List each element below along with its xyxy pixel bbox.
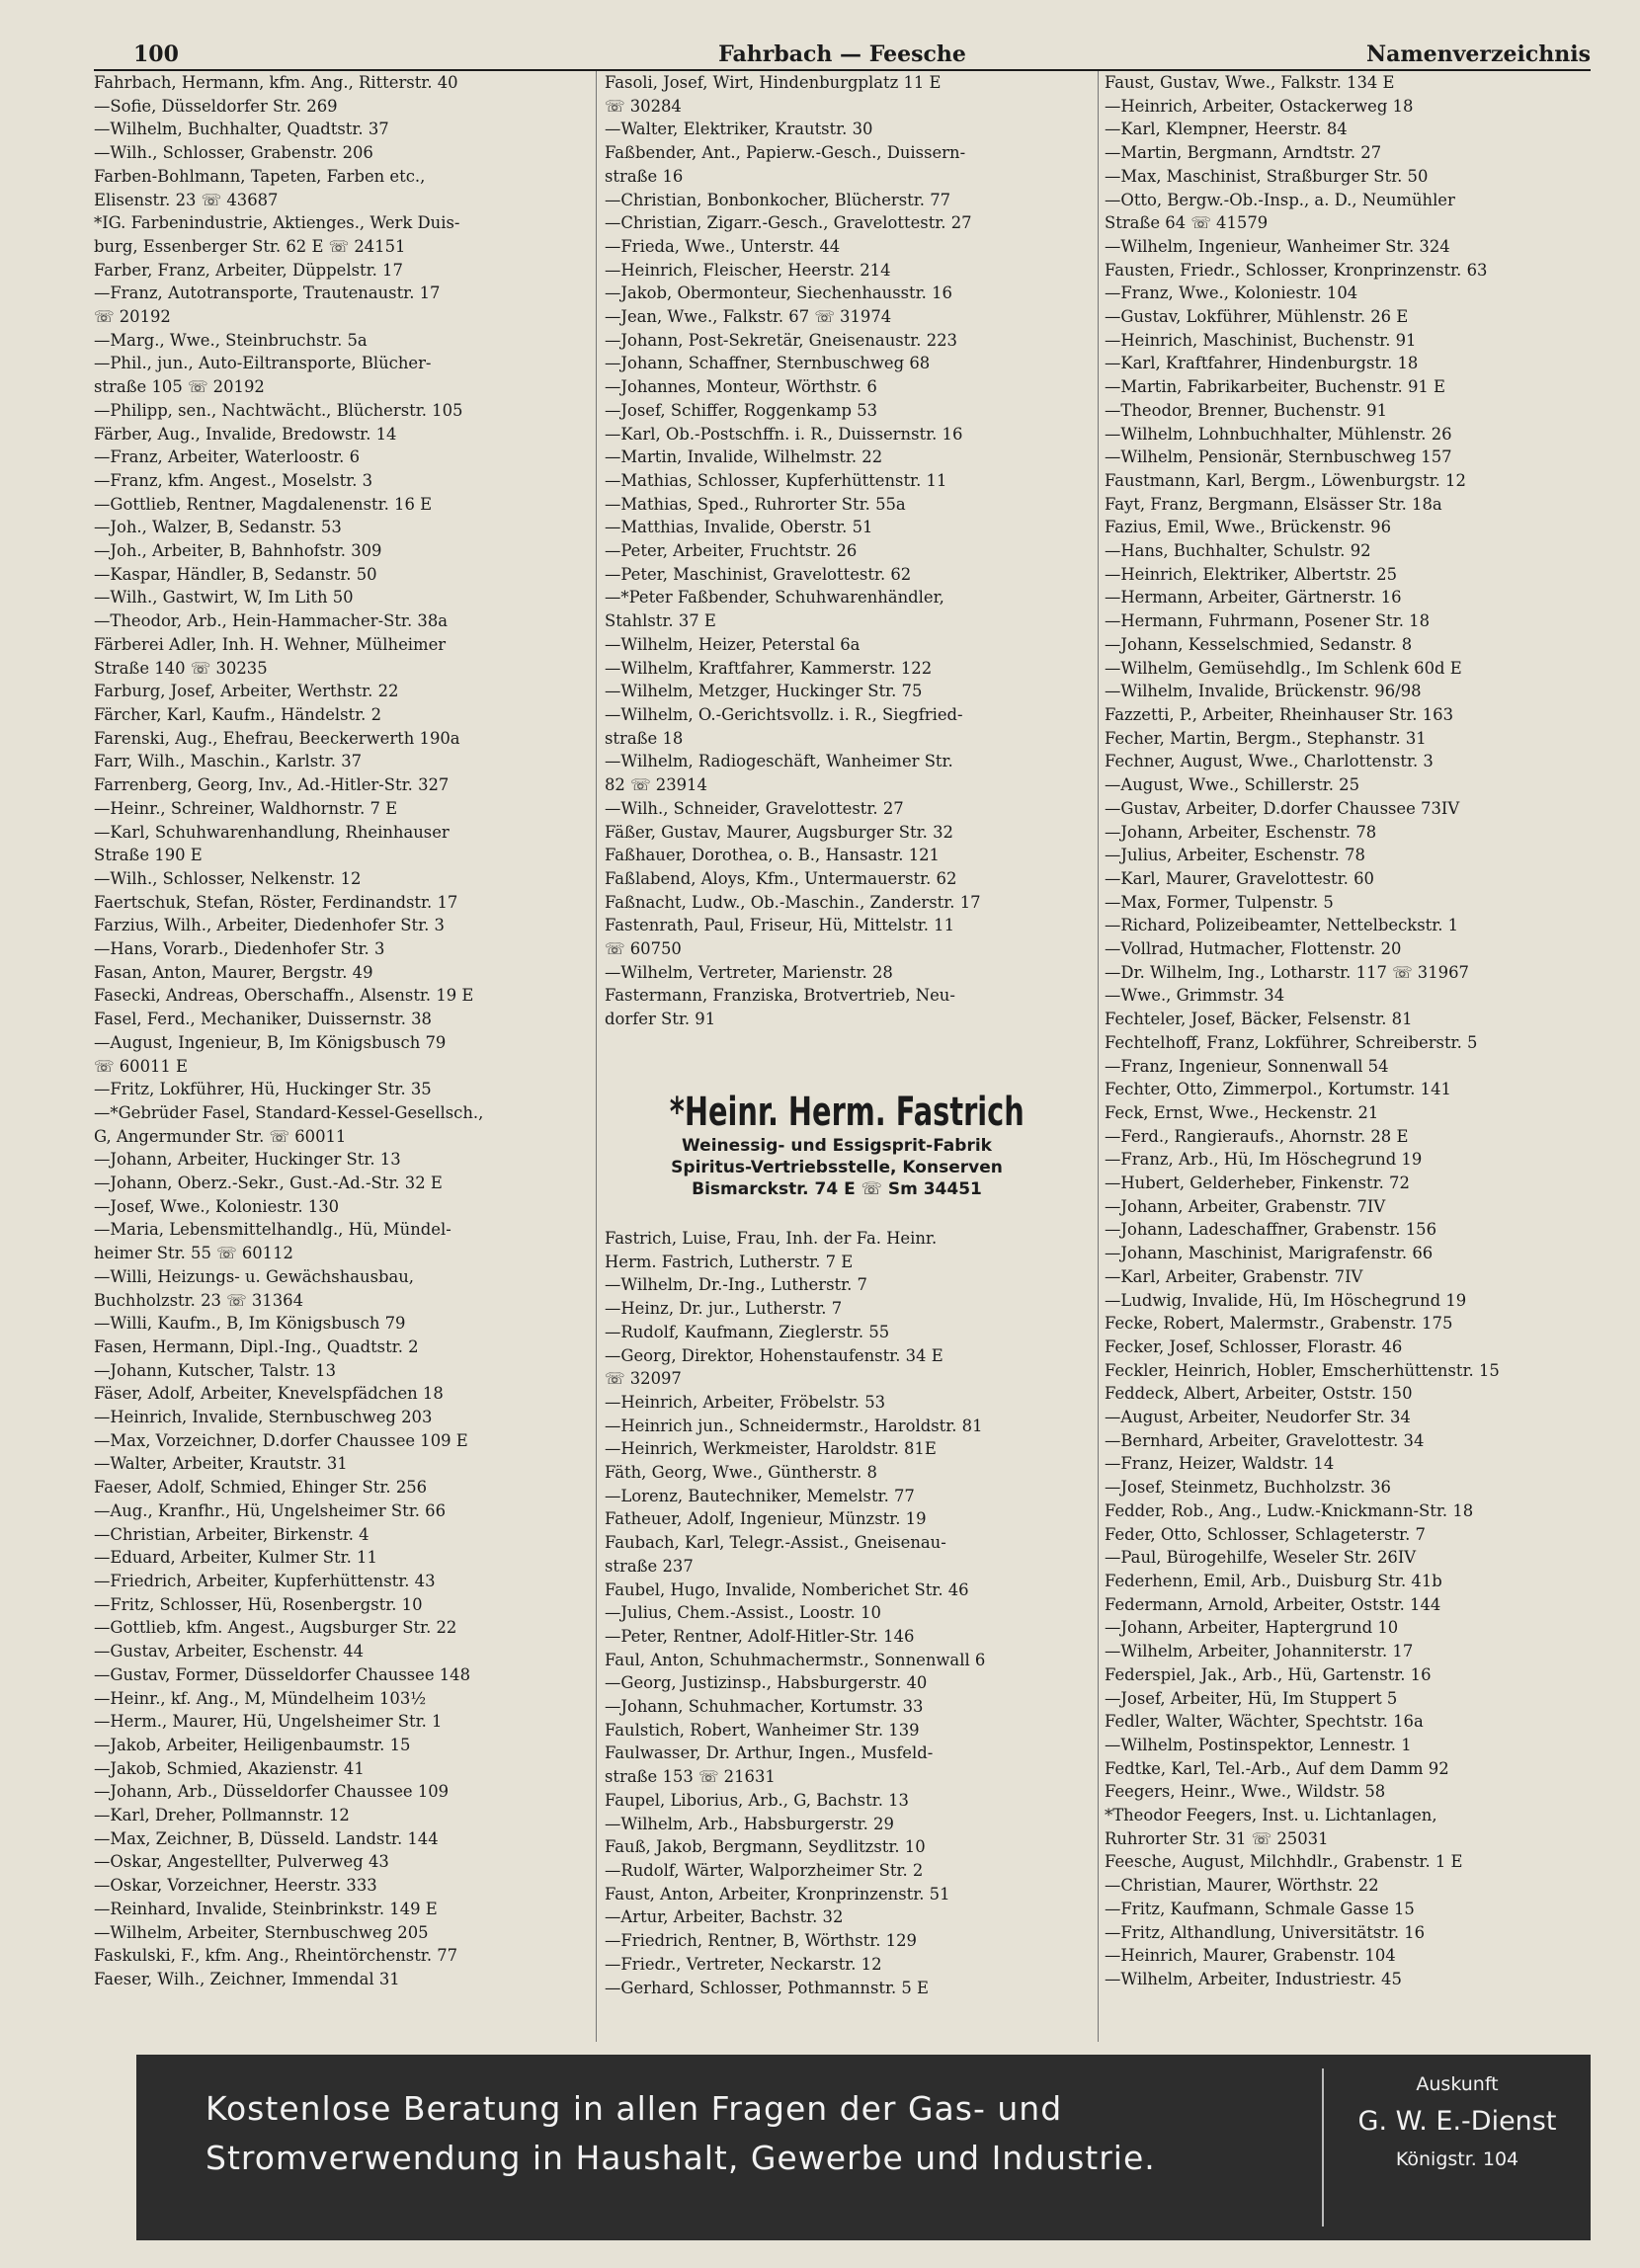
directory-entry: Farzius, Wilh., Arbeiter, Diedenhofer Str. 3 (94, 916, 445, 935)
advert-line: Spiritus-Vertriebsstelle, Konserven (671, 1158, 1003, 1177)
entries-column-1 (94, 71, 588, 1991)
directory-entry: —Josef, Wwe., Koloniestr. 130 (94, 1196, 340, 1216)
directory-entry: G, Angermunder Str. ☏ 60011 (94, 1126, 347, 1146)
directory-entry: —Max, Zeichner, B, Düsseld. Landstr. 144 (94, 1828, 439, 1848)
directory-entry: —Wilhelm, Metzger, Huckinger Str. 75 (605, 682, 923, 701)
column-divider (596, 71, 597, 2042)
directory-entry: Federspiel, Jak., Arb., Hü, Gartenstr. 16 (1105, 1664, 1432, 1684)
directory-entry: —Franz, Wwe., Koloniestr. 104 (1105, 284, 1358, 303)
directory-entry: —Johann, Maschinist, Marigrafenstr. 66 (1105, 1244, 1434, 1263)
directory-entry: —Heinr., Schreiner, Waldhornstr. 7 E (94, 798, 398, 818)
directory-entry: —Wilhelm, Vertreter, Marienstr. 28 (605, 962, 893, 982)
directory-entry: Farben-Bohlmann, Tapeten, Farben etc., (94, 166, 426, 186)
directory-entry: —Johann, Kesselschmied, Sedanstr. 8 (1105, 634, 1413, 654)
directory-entry: burg, Essenberger Str. 62 E ☏ 24151 (94, 236, 406, 256)
directory-entry: —Johann, Arbeiter, Haptergrund 10 (1105, 1618, 1399, 1638)
directory-entry: —Julius, Arbeiter, Eschenstr. 78 (1105, 846, 1365, 865)
directory-entry: Färcher, Karl, Kaufm., Händelstr. 2 (94, 704, 382, 724)
slogan-line: Stromverwendung in Haushalt, Gewerbe und Industrie. (205, 2139, 1156, 2177)
directory-entry: straße 16 (605, 166, 684, 186)
directory-entry: —Karl, Maurer, Gravelottestr. 60 (1105, 868, 1374, 888)
directory-entry: —Heinrich, Werkmeister, Haroldstr. 81E (605, 1439, 937, 1459)
directory-entry: Stahlstr. 37 E (605, 611, 716, 631)
directory-entry: Fäser, Adolf, Arbeiter, Knevelspfädchen 18 (94, 1384, 444, 1404)
directory-entry: Faßlabend, Aloys, Kfm., Untermauerstr. 62 (605, 868, 957, 888)
directory-entry: —Heinrich, Arbeiter, Fröbelstr. 53 (605, 1392, 886, 1412)
directory-entry: —Gerhard, Schlosser, Pothmannstr. 5 E (605, 1978, 930, 1997)
directory-entry: ☏ 30284 (605, 96, 682, 116)
directory-entry: Fatheuer, Adolf, Ingenieur, Münzstr. 19 (605, 1509, 927, 1529)
directory-entry: heimer Str. 55 ☏ 60112 (94, 1244, 293, 1263)
directory-entry: —Franz, Autotransporte, Trautenaustr. 17 (94, 284, 441, 303)
directory-entry: —Bernhard, Arbeiter, Gravelottestr. 34 (1105, 1430, 1425, 1450)
fastrich-advertisement (605, 1090, 1069, 1223)
directory-entry: straße 237 (605, 1556, 694, 1576)
directory-entry: —Artur, Arbeiter, Bachstr. 32 (605, 1907, 844, 1927)
footer-advertisement (136, 2055, 1591, 2240)
directory-entry: —Heinrich, Maschinist, Buchenstr. 91 (1105, 330, 1417, 350)
directory-entry: —Mathias, Schlosser, Kupferhüttenstr. 11 (605, 470, 947, 490)
directory-entry: Faubel, Hugo, Invalide, Nomberichet Str. 46 (605, 1580, 969, 1599)
directory-entry: Fasel, Ferd., Mechaniker, Duissernstr. 38 (94, 1010, 432, 1029)
page-header (94, 40, 1591, 71)
directory-entry: —Matthias, Invalide, Oberstr. 51 (605, 518, 873, 537)
directory-entry: —Wilh., Gastwirt, W, Im Lith 50 (94, 588, 354, 608)
directory-entry: —Johannes, Monteur, Wörthstr. 6 (605, 377, 877, 397)
directory-entry: Faupel, Liborius, Arb., G, Bachstr. 13 (605, 1790, 909, 1810)
directory-entry: —Heinrich, Arbeiter, Ostackerweg 18 (1105, 96, 1414, 116)
directory-entry: Fazzetti, P., Arbeiter, Rheinhauser Str. 163 (1105, 704, 1454, 724)
directory-entry: —August, Wwe., Schillerstr. 25 (1105, 775, 1359, 795)
directory-entry: Faubach, Karl, Telegr.-Assist., Gneisenau- (605, 1533, 946, 1553)
directory-entry: —Wilhelm, Arbeiter, Johanniterstr. 17 (1105, 1642, 1414, 1661)
directory-entry: Faul, Anton, Schuhmachermstr., Sonnenwall 6 (605, 1650, 986, 1669)
directory-entry: —Fritz, Kaufmann, Schmale Gasse 15 (1105, 1899, 1415, 1918)
directory-entry: —Sofie, Düsseldorfer Str. 269 (94, 96, 338, 116)
directory-entry: —Christian, Maurer, Wörthstr. 22 (1105, 1876, 1379, 1896)
contact-address: Königstr. 104 (1395, 2148, 1519, 2170)
directory-entry: Fedtke, Karl, Tel.-Arb., Auf dem Damm 92 (1105, 1758, 1449, 1778)
directory-entry: —Johann, Arbeiter, Huckinger Str. 13 (94, 1150, 401, 1170)
directory-entry: —Wilhelm, Kraftfahrer, Kammerstr. 122 (605, 658, 933, 678)
directory-entry: —Frieda, Wwe., Unterstr. 44 (605, 236, 841, 256)
directory-entry: Fecker, Josef, Schlosser, Florastr. 46 (1105, 1336, 1403, 1356)
directory-entry: —Willi, Kaufm., B, Im Königsbusch 79 (94, 1314, 406, 1334)
directory-entry: Ruhrorter Str. 31 ☏ 25031 (1105, 1828, 1329, 1848)
directory-entry: —Martin, Fabrikarbeiter, Buchenstr. 91 E (1105, 377, 1445, 397)
directory-entry: —Gustav, Former, Düsseldorfer Chaussee 148 (94, 1664, 471, 1684)
directory-entry: —Christian, Zigarr.-Gesch., Gravelottestr. 27 (605, 213, 972, 233)
directory-entry: —Herm., Maurer, Hü, Ungelsheimer Str. 1 (94, 1712, 443, 1732)
directory-entry: —Jakob, Schmied, Akazienstr. 41 (94, 1758, 365, 1778)
directory-entry: —Friedrich, Rentner, B, Wörthstr. 129 (605, 1931, 917, 1951)
directory-entry: —*Peter Faßbender, Schuhwarenhändler, (605, 588, 944, 608)
directory-entry: —Wilhelm, Dr.-Ing., Lutherstr. 7 (605, 1275, 867, 1295)
directory-entry: —Hermann, Arbeiter, Gärtnerstr. 16 (1105, 588, 1402, 608)
directory-entry: —Wwe., Grimmstr. 34 (1105, 986, 1285, 1006)
directory-entry: —Marg., Wwe., Steinbruchstr. 5a (94, 330, 368, 350)
directory-entry: —Christian, Arbeiter, Birkenstr. 4 (94, 1524, 369, 1544)
section-title: Namenverzeichnis (1366, 41, 1591, 67)
directory-entry: —Walter, Arbeiter, Krautstr. 31 (94, 1454, 348, 1474)
directory-entry: Fedler, Walter, Wächter, Spechtstr. 16a (1105, 1712, 1424, 1732)
directory-entry: —August, Arbeiter, Neudorfer Str. 34 (1105, 1408, 1411, 1427)
directory-entry: Feesche, August, Milchhdlr., Grabenstr. 1 E (1105, 1852, 1463, 1872)
directory-entry: —Martin, Invalide, Wilhelmstr. 22 (605, 447, 883, 467)
directory-entry: —Fritz, Althandlung, Universitätstr. 16 (1105, 1922, 1426, 1942)
directory-entry: —Wilh., Schneider, Gravelottestr. 27 (605, 798, 904, 818)
directory-entry: Fasen, Hermann, Dipl.-Ing., Quadtstr. 2 (94, 1336, 419, 1356)
directory-entry: —Hans, Buchhalter, Schulstr. 92 (1105, 541, 1371, 561)
directory-entry: —Rudolf, Wärter, Walporzheimer Str. 2 (605, 1860, 924, 1880)
page-title: Fahrbach — Feesche (718, 41, 966, 67)
directory-entry: —Rudolf, Kaufmann, Zieglerstr. 55 (605, 1322, 890, 1341)
directory-entry: —Karl, Dreher, Pollmannstr. 12 (94, 1806, 350, 1825)
directory-entry: —Christian, Bonbonkocher, Blücherstr. 77 (605, 190, 951, 209)
directory-entry: Fasoli, Josef, Wirt, Hindenburgplatz 11 E (605, 73, 942, 92)
directory-entry: —Jakob, Obermonteur, Siechenhausstr. 16 (605, 284, 952, 303)
page-number: 100 (133, 41, 179, 67)
directory-entry: Fechter, Otto, Zimmerpol., Kortumstr. 141 (1105, 1080, 1451, 1099)
directory-entry: Faustmann, Karl, Bergm., Löwenburgstr. 12 (1105, 470, 1466, 490)
directory-entry: —Johann, Arbeiter, Eschenstr. 78 (1105, 822, 1377, 842)
directory-entry: Fecke, Robert, Malermstr., Grabenstr. 175 (1105, 1314, 1453, 1334)
directory-entry: —Franz, Arbeiter, Waterloostr. 6 (94, 447, 361, 467)
directory-entry: Fasecki, Andreas, Oberschaffn., Alsenstr. 19 E (94, 986, 474, 1006)
directory-entry: —Peter, Maschinist, Gravelottestr. 62 (605, 564, 912, 584)
directory-entry: *Theodor Feegers, Inst. u. Lichtanlagen, (1105, 1806, 1437, 1825)
directory-entry: Fazius, Emil, Wwe., Brückenstr. 96 (1105, 518, 1392, 537)
directory-entry: —Jakob, Arbeiter, Heiligenbaumstr. 15 (94, 1735, 411, 1754)
directory-entry: Straße 190 E (94, 846, 203, 865)
directory-entry: —Gottlieb, kfm. Angest., Augsburger Str. 22 (94, 1618, 457, 1638)
directory-entry: —Heinrich jun., Schneidermstr., Haroldstr. 81 (605, 1416, 983, 1435)
directory-entry: *IG. Farbenindustrie, Aktienges., Werk Duis- (94, 213, 460, 233)
directory-entry: Herm. Fastrich, Lutherstr. 7 E (605, 1252, 854, 1271)
directory-entry: Fayt, Franz, Bergmann, Elsässer Str. 18a (1105, 494, 1442, 514)
directory-entry: —Johann, Ladeschaffner, Grabenstr. 156 (1105, 1220, 1436, 1240)
directory-entry: —Walter, Elektriker, Krautstr. 30 (605, 120, 873, 139)
footer-contact-box (1322, 2068, 1591, 2227)
directory-entry: Federmann, Arnold, Arbeiter, Oststr. 144 (1105, 1594, 1441, 1614)
directory-entry: Fechtelhoff, Franz, Lokführer, Schreiberstr. 5 (1105, 1032, 1478, 1052)
directory-entry: —Ferd., Rangieraufs., Ahornstr. 28 E (1105, 1126, 1409, 1146)
directory-entry: Straße 64 ☏ 41579 (1105, 213, 1269, 233)
directory-entry: —Wilhelm, Lohnbuchhalter, Mühlenstr. 26 (1105, 424, 1452, 444)
directory-entry: —Phil., jun., Auto-Eiltransporte, Blücher- (94, 354, 432, 373)
directory-entry: —Wilh., Schlosser, Grabenstr. 206 (94, 143, 373, 163)
advert-brand: *Heinr. Herm. Fastrich (669, 1090, 1025, 1135)
directory-entry: straße 18 (605, 728, 684, 748)
directory-entry: —Peter, Rentner, Adolf-Hitler-Str. 146 (605, 1626, 915, 1646)
directory-entry: straße 105 ☏ 20192 (94, 377, 265, 397)
directory-entry: Fechner, August, Wwe., Charlottenstr. 3 (1105, 752, 1434, 771)
directory-entry: —Oskar, Angestellter, Pulverweg 43 (94, 1852, 389, 1872)
directory-entry: Elisenstr. 23 ☏ 43687 (94, 190, 279, 209)
directory-entry: Fastrich, Luise, Frau, Inh. der Fa. Heinr. (605, 1229, 938, 1248)
directory-entry: —Gustav, Arbeiter, D.dorfer Chaussee 73IV (1105, 798, 1460, 818)
directory-entry: ☏ 32097 (605, 1369, 682, 1389)
directory-entry: —Theodor, Brenner, Buchenstr. 91 (1105, 400, 1388, 420)
directory-entry: —Georg, Justizinsp., Habsburgerstr. 40 (605, 1673, 928, 1693)
directory-entry: Fasan, Anton, Maurer, Bergstr. 49 (94, 962, 373, 982)
directory-entry: —Heinrich, Elektriker, Albertstr. 25 (1105, 564, 1398, 584)
directory-entry: ☏ 60011 E (94, 1056, 189, 1076)
directory-entry: —August, Ingenieur, B, Im Königsbusch 79 (94, 1032, 447, 1052)
directory-entry: —Wilhelm, Heizer, Peterstal 6a (605, 634, 861, 654)
directory-entry: Faust, Gustav, Wwe., Falkstr. 134 E (1105, 73, 1395, 92)
entries-column-2-top (605, 71, 1099, 1031)
directory-entry: —Wilhelm, Ingenieur, Wanheimer Str. 324 (1105, 236, 1450, 256)
directory-entry: Faßbender, Ant., Papierw.-Gesch., Duissern- (605, 143, 966, 163)
directory-entry: —Maria, Lebensmittelhandlg., Hü, Mündel- (94, 1220, 451, 1240)
directory-entry: ☏ 60750 (605, 939, 682, 959)
directory-entry: —Johann, Schaffner, Sternbuschweg 68 (605, 354, 931, 373)
directory-entry: Fäßer, Gustav, Maurer, Augsburger Str. 32 (605, 822, 953, 842)
directory-entry: —Wilhelm, Invalide, Brückenstr. 96/98 (1105, 682, 1422, 701)
directory-entry: Faulwasser, Dr. Arthur, Ingen., Musfeld- (605, 1743, 934, 1763)
directory-entry: Fechteler, Josef, Bäcker, Felsenstr. 81 (1105, 1010, 1413, 1029)
directory-entry: —Friedrich, Arbeiter, Kupferhüttenstr. 43 (94, 1572, 436, 1590)
directory-entry: —Karl, Schuhwarenhandlung, Rheinhauser (94, 822, 450, 842)
directory-entry: —Karl, Ob.-Postschffn. i. R., Duissernstr. 16 (605, 424, 963, 444)
directory-entry: —Fritz, Schlosser, Hü, Rosenbergstr. 10 (94, 1594, 423, 1614)
directory-entry: —Max, Former, Tulpenstr. 5 (1105, 892, 1334, 912)
directory-entry: —Wilhelm, Postinspektor, Lennestr. 1 (1105, 1735, 1412, 1754)
directory-entry: —Paul, Bürogehilfe, Weseler Str. 26IV (1105, 1548, 1417, 1568)
directory-entry: Straße 140 ☏ 30235 (94, 658, 268, 678)
directory-entry: Feddeck, Albert, Arbeiter, Oststr. 150 (1105, 1384, 1413, 1404)
directory-entry: —Theodor, Arb., Hein-Hammacher-Str. 38a (94, 611, 449, 631)
directory-entry: ☏ 20192 (94, 307, 171, 327)
directory-entry: —Jean, Wwe., Falkstr. 67 ☏ 31974 (605, 307, 892, 327)
footer-slogan (205, 2084, 1292, 2183)
directory-entry: 82 ☏ 23914 (605, 775, 707, 795)
directory-entry: —Heinrich, Invalide, Sternbuschweg 203 (94, 1408, 433, 1427)
directory-entry: —Lorenz, Bautechniker, Memelstr. 77 (605, 1486, 915, 1505)
directory-entry: —Philipp, sen., Nachtwächt., Blücherstr. 105 (94, 400, 463, 420)
directory-entry: Fastenrath, Paul, Friseur, Hü, Mittelstr. 11 (605, 916, 955, 935)
directory-entry: —Peter, Arbeiter, Fruchtstr. 26 (605, 541, 858, 561)
directory-entry: —*Gebrüder Fasel, Standard-Kessel-Gesellsch., (94, 1102, 484, 1122)
directory-entry: —Franz, kfm. Angest., Moselstr. 3 (94, 470, 373, 490)
directory-entry: —Richard, Polizeibeamter, Nettelbeckstr. 1 (1105, 916, 1459, 935)
directory-entry: —Hubert, Gelderheber, Finkenstr. 72 (1105, 1174, 1410, 1193)
advert-line: Bismarckstr. 74 E ☏ Sm 34451 (692, 1179, 982, 1199)
directory-entry: —Johann, Post-Sekretär, Gneisenaustr. 223 (605, 330, 957, 350)
directory-entry: Faeser, Adolf, Schmied, Ehinger Str. 256 (94, 1478, 428, 1498)
directory-entry: Feder, Otto, Schlosser, Schlageterstr. 7 (1105, 1524, 1426, 1544)
directory-entry: —Wilhelm, Pensionär, Sternbuschweg 157 (1105, 447, 1452, 467)
directory-entry: Federhenn, Emil, Arb., Duisburg Str. 41b (1105, 1572, 1442, 1590)
directory-entry: —Fritz, Lokführer, Hü, Huckinger Str. 35 (94, 1080, 432, 1099)
directory-entry: Faßnacht, Ludw., Ob.-Maschin., Zanderstr. 17 (605, 892, 981, 912)
directory-entry: Farenski, Aug., Ehefrau, Beeckerwerth 190a (94, 728, 460, 748)
directory-entry: —Friedr., Vertreter, Neckarstr. 12 (605, 1954, 882, 1974)
directory-entry: —Franz, Heizer, Waldstr. 14 (1105, 1454, 1335, 1474)
directory-entry: —Johann, Kutscher, Talstr. 13 (94, 1360, 337, 1380)
directory-entry: —Josef, Steinmetz, Buchholzstr. 36 (1105, 1478, 1391, 1498)
directory-entry: Faeser, Wilh., Zeichner, Immendal 31 (94, 1969, 400, 1988)
directory-entry: Feckler, Heinrich, Hobler, Emscherhüttenstr. 15 (1105, 1360, 1500, 1380)
directory-entry: —Johann, Arbeiter, Grabenstr. 7IV (1105, 1196, 1386, 1216)
directory-entry: —Wilhelm, Radiogeschäft, Wanheimer Str. (605, 752, 953, 771)
advert-line: Weinessig- und Essigsprit-Fabrik (682, 1136, 992, 1156)
directory-entry: —Vollrad, Hutmacher, Flottenstr. 20 (1105, 939, 1402, 959)
directory-entry: Fecher, Martin, Bergm., Stephanstr. 31 (1105, 728, 1427, 748)
directory-entry: Farburg, Josef, Arbeiter, Werthstr. 22 (94, 682, 399, 701)
directory-entry: —Otto, Bergw.-Ob.-Insp., a. D., Neumühler (1105, 190, 1455, 209)
directory-entry: —Karl, Klempner, Heerstr. 84 (1105, 120, 1348, 139)
directory-entry: —Johann, Oberz.-Sekr., Gust.-Ad.-Str. 32 E (94, 1174, 443, 1193)
directory-entry: —Karl, Kraftfahrer, Hindenburgstr. 18 (1105, 354, 1419, 373)
directory-entry: Fahrbach, Hermann, kfm. Ang., Ritterstr. 40 (94, 73, 458, 92)
directory-entry: —Wilhelm, Arb., Habsburgerstr. 29 (605, 1814, 894, 1833)
directory-entry: —Aug., Kranfhr., Hü, Ungelsheimer Str. 66 (94, 1500, 446, 1520)
directory-entry: —Oskar, Vorzeichner, Heerstr. 333 (94, 1876, 377, 1896)
directory-entry: straße 153 ☏ 21631 (605, 1767, 776, 1787)
entries-column-3 (1105, 71, 1599, 1991)
directory-entry: —Wilhelm, Arbeiter, Sternbuschweg 205 (94, 1922, 429, 1942)
directory-entry: —Wilhelm, Buchhalter, Quadtstr. 37 (94, 120, 389, 139)
directory-entry: Feegers, Heinr., Wwe., Wildstr. 58 (1105, 1782, 1386, 1802)
directory-entry: Farber, Franz, Arbeiter, Düppelstr. 17 (94, 260, 403, 280)
directory-entry: —Max, Vorzeichner, D.dorfer Chaussee 109 E (94, 1430, 468, 1450)
directory-entry: —Heinr., kf. Ang., M, Mündelheim 103½ (94, 1688, 427, 1708)
directory-entry: —Heinz, Dr. jur., Lutherstr. 7 (605, 1299, 843, 1319)
directory-entry: —Franz, Ingenieur, Sonnenwall 54 (1105, 1056, 1389, 1076)
directory-entry: Fausten, Friedr., Schlosser, Kronprinzenstr. 63 (1105, 260, 1488, 280)
directory-entry: Farrenberg, Georg, Inv., Ad.-Hitler-Str. 327 (94, 775, 450, 795)
directory-entry: —Hermann, Fuhrmann, Posener Str. 18 (1105, 611, 1431, 631)
directory-entry: —Johann, Arb., Düsseldorfer Chaussee 109 (94, 1782, 450, 1802)
directory-entry: —Reinhard, Invalide, Steinbrinkstr. 149 E (94, 1899, 438, 1918)
directory-entry: —Wilhelm, O.-Gerichtsvollz. i. R., Siegfried- (605, 704, 963, 724)
directory-entry: Fäth, Georg, Wwe., Güntherstr. 8 (605, 1463, 877, 1483)
directory-entry: Faust, Anton, Arbeiter, Kronprinzenstr. 51 (605, 1884, 950, 1904)
directory-entry: —Johann, Schuhmacher, Kortumstr. 33 (605, 1697, 924, 1717)
directory-entry: Fastermann, Franziska, Brotvertrieb, Neu- (605, 986, 955, 1006)
directory-entry: —Max, Maschinist, Straßburger Str. 50 (1105, 166, 1429, 186)
directory-entry: —Kaspar, Händler, B, Sedanstr. 50 (94, 564, 377, 584)
directory-entry: —Dr. Wilhelm, Ing., Lotharstr. 117 ☏ 31967 (1105, 962, 1469, 982)
directory-entry: —Willi, Heizungs- u. Gewächshausbau, (94, 1266, 415, 1286)
directory-entry: Feck, Ernst, Wwe., Heckenstr. 21 (1105, 1102, 1379, 1122)
directory-entry: —Gustav, Arbeiter, Eschenstr. 44 (94, 1642, 365, 1661)
directory-entry: —Martin, Bergmann, Arndtstr. 27 (1105, 143, 1382, 163)
contact-name: G. W. E.-Dienst (1357, 2106, 1557, 2137)
directory-entry: —Wilhelm, Gemüsehdlg., Im Schlenk 60d E (1105, 658, 1462, 678)
directory-entry: Buchholzstr. 23 ☏ 31364 (94, 1290, 304, 1310)
directory-entry: Färber, Aug., Invalide, Bredowstr. 14 (94, 424, 397, 444)
directory-entry: Faulstich, Robert, Wanheimer Str. 139 (605, 1720, 920, 1740)
slogan-line: Kostenlose Beratung in allen Fragen der Gas- und (205, 2089, 1063, 2128)
directory-entry: Farr, Wilh., Maschin., Karlstr. 37 (94, 752, 363, 771)
directory-entry: —Josef, Arbeiter, Hü, Im Stuppert 5 (1105, 1688, 1398, 1708)
directory-entry: —Gottlieb, Rentner, Magdalenenstr. 16 E (94, 494, 433, 514)
directory-entry: —Joh., Arbeiter, B, Bahnhofstr. 309 (94, 541, 382, 561)
directory-entry: —Karl, Arbeiter, Grabenstr. 7IV (1105, 1266, 1363, 1286)
directory-entry: Faßhauer, Dorothea, o. B., Hansastr. 121 (605, 846, 940, 865)
directory-entry: —Eduard, Arbeiter, Kulmer Str. 11 (94, 1548, 377, 1568)
directory-entry: —Joh., Walzer, B, Sedanstr. 53 (94, 518, 342, 537)
directory-entry: Faskulski, F., kfm. Ang., Rheintörchenstr. 77 (94, 1946, 458, 1966)
directory-entry: —Heinrich, Fleischer, Heerstr. 214 (605, 260, 891, 280)
directory-entry: —Wilhelm, Arbeiter, Industriestr. 45 (1105, 1969, 1402, 1988)
directory-entry: —Gustav, Lokführer, Mühlenstr. 26 E (1105, 307, 1409, 327)
directory-entry: —Mathias, Sped., Ruhrorter Str. 55a (605, 494, 906, 514)
directory-entry: —Heinrich, Maurer, Grabenstr. 104 (1105, 1946, 1396, 1966)
directory-entry: Fedder, Rob., Ang., Ludw.-Knickmann-Str. 18 (1105, 1500, 1474, 1520)
directory-entry: dorfer Str. 91 (605, 1010, 716, 1029)
directory-entry: —Ludwig, Invalide, Hü, Im Höschegrund 19 (1105, 1290, 1467, 1310)
directory-entry: Fauß, Jakob, Bergmann, Seydlitzstr. 10 (605, 1837, 926, 1857)
directory-entry: —Wilh., Schlosser, Nelkenstr. 12 (94, 868, 362, 888)
directory-entry: Färberei Adler, Inh. H. Wehner, Mülheimer (94, 634, 447, 654)
directory-entry: —Hans, Vorarb., Diedenhofer Str. 3 (94, 939, 385, 959)
directory-entry: —Josef, Schiffer, Roggenkamp 53 (605, 400, 878, 420)
directory-entry: —Julius, Chem.-Assist., Loostr. 10 (605, 1603, 881, 1623)
contact-label: Auskunft (1416, 2073, 1499, 2095)
entries-column-2-bottom (605, 1227, 1099, 1999)
directory-entry: —Franz, Arb., Hü, Im Höschegrund 19 (1105, 1150, 1423, 1170)
directory-entry: —Georg, Direktor, Hohenstaufenstr. 34 E (605, 1345, 943, 1365)
directory-entry: Faertschuk, Stefan, Röster, Ferdinandstr. 17 (94, 892, 458, 912)
